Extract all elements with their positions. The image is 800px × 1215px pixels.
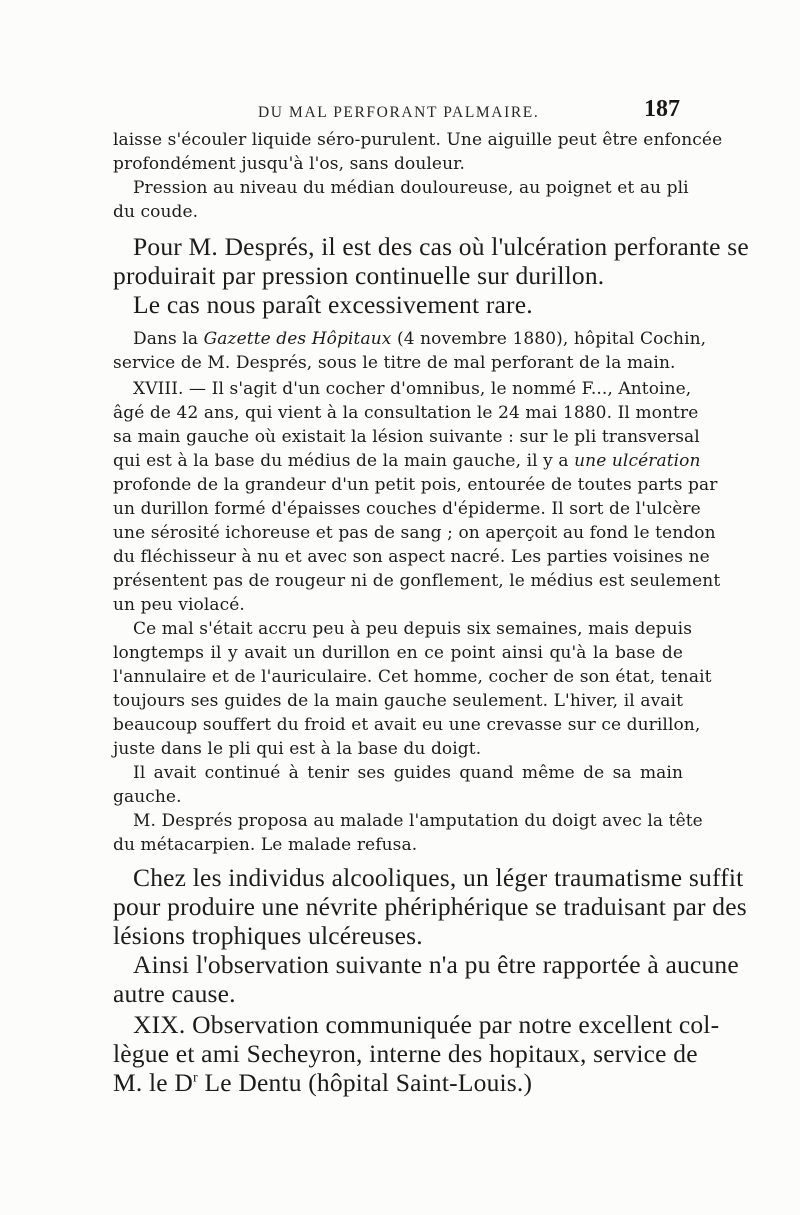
text-line: du fléchisseur à nu et avec son aspect nacré. Les parties voisines ne — [113, 547, 710, 567]
text-line: Ainsi l'observation suivante n'a pu être rapportée à aucune — [133, 950, 739, 979]
text-line: gauche. — [113, 787, 182, 807]
running-header: DU MAL PERFORANT PALMAIRE. — [258, 104, 540, 121]
text-line: M. Després proposa au malade l'amputation du doigt avec la tête — [133, 811, 703, 831]
emphasis-ulceration: une ulcération — [574, 451, 701, 471]
text-line: XVIII. — Il s'agit d'un cocher d'omnibus, le nommé F..., Antoine, — [133, 379, 692, 399]
doctor-abbrev-superscript: r — [193, 1070, 198, 1086]
text-line: un durillon formé d'épaisses couches d'épiderme. Il sort de l'ulcère — [113, 499, 701, 519]
text-line: âgé de 42 ans, qui vient à la consultation le 24 mai 1880. Il montre — [113, 403, 699, 423]
paragraph-amputation — [113, 809, 703, 857]
page-body — [113, 128, 749, 1097]
paragraph-despres-opinion — [113, 232, 749, 290]
paragraph-observation-xix — [113, 1010, 720, 1097]
text-line: profonde de la grandeur d'un petit pois, entourée de toutes parts par — [113, 475, 718, 495]
page-number: 187 — [644, 96, 680, 122]
paragraph-guides — [113, 761, 683, 809]
paragraph-history — [113, 617, 712, 761]
text-line: toujours ses guides de la main gauche seulement. L'hiver, il avait — [113, 691, 683, 711]
text-line: qui est à la base du médius de la main gauche, il y a une ulcération — [113, 451, 701, 471]
text-line: une sérosité ichoreuse et pas de sang ; on aperçoit au fond le tendon — [113, 523, 716, 543]
paragraph-pression — [113, 176, 689, 224]
text-line: autre cause. — [113, 979, 236, 1008]
text-line: beaucoup souffert du froid et avait eu une crevasse sur ce durillon, — [113, 715, 701, 735]
paragraph-rare-case — [113, 290, 683, 319]
text-line: Pour M. Després, il est des cas où l'ulcération perforante se — [133, 232, 749, 261]
text-line: du coude. — [113, 202, 199, 222]
text-line: sa main gauche où existait la lésion suivante : sur le pli transversal — [113, 427, 700, 447]
journal-title: Gazette des Hôpitaux — [203, 329, 392, 349]
text-line: Ce mal s'était accru peu à peu depuis six semaines, mais depuis — [133, 619, 693, 639]
text-line: un peu violacé. — [113, 595, 245, 615]
text-line: Il avait continué à tenir ses guides quand même de sa main — [133, 763, 683, 783]
text-line: XIX. Observation communiquée par notre excellent col- — [133, 1010, 720, 1039]
text-line: Dans la Gazette des Hôpitaux (4 novembre 1880), hôpital Cochin, — [133, 329, 707, 349]
text-line: juste dans le pli qui est à la base du doigt. — [113, 739, 482, 759]
text-line: lésions trophiques ulcéreuses. — [113, 921, 423, 950]
text-line: Le cas nous paraît excessivement rare. — [133, 290, 533, 319]
text-line: laisse s'écouler liquide séro-purulent. Une aiguille peut être enfoncée — [113, 130, 723, 150]
text-line: profondément jusqu'à l'os, sans douleur. — [113, 154, 466, 174]
text-line: M. le $D^r$ Le Dentu (hôpital Saint-Louis.) — [113, 1068, 533, 1097]
paragraph-observation-intro — [113, 950, 739, 1008]
paragraph-continuation — [113, 128, 723, 176]
text-line: présentent pas de rougeur ni de gonflement, le médius est seulement — [113, 571, 721, 591]
text-line: Chez les individus alcooliques, un léger traumatisme suffit — [133, 863, 744, 892]
text-line: du métacarpien. Le malade refusa. — [113, 835, 418, 855]
text-line: produirait par pression continuelle sur durillon. — [113, 261, 605, 290]
paragraph-observation-xviii — [113, 377, 721, 617]
text-line: lègue et ami Secheyron, interne des hopitaux, service de — [113, 1039, 698, 1068]
paragraph-alcoholics — [113, 863, 747, 950]
text-line: pour produire une névrite phériphérique se traduisant par des — [113, 892, 747, 921]
paragraph-gazette-reference — [113, 327, 707, 375]
text-line: service de M. Després, sous le titre de mal perforant de la main. — [113, 353, 676, 373]
text-line: Pression au niveau du médian douloureuse, au poignet et au pli — [133, 178, 689, 198]
text-line: longtemps il y avait un durillon en ce point ainsi qu'à la base de — [113, 643, 683, 663]
text-line: l'annulaire et de l'auriculaire. Cet homme, cocher de son état, tenait — [113, 667, 712, 687]
